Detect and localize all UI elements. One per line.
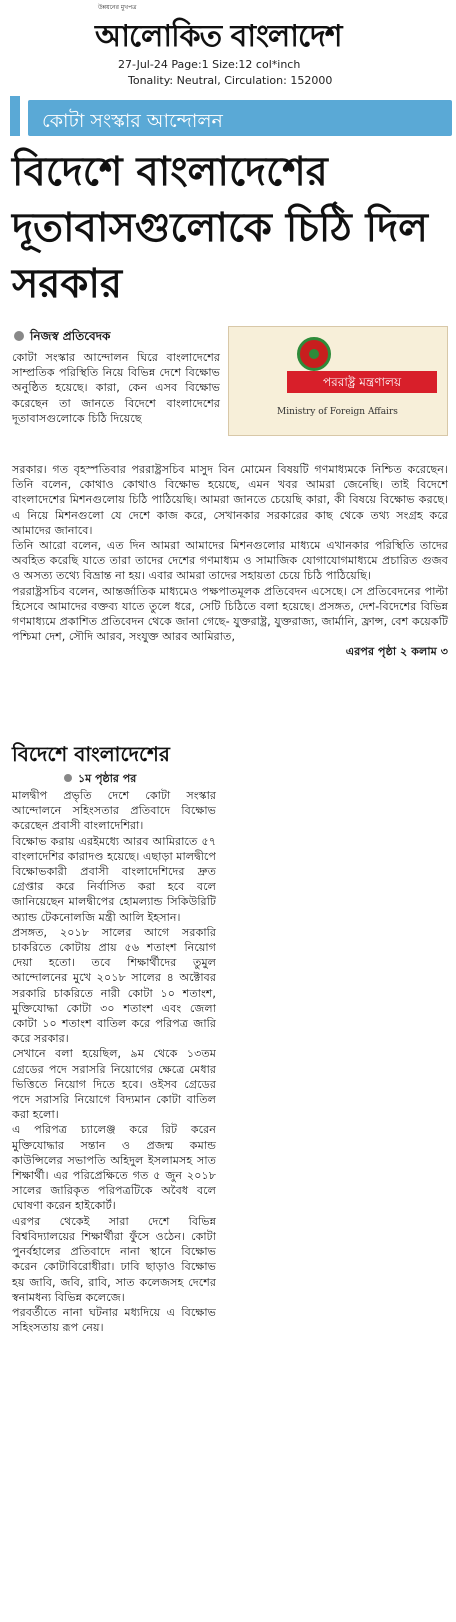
- article-paragraph: পররাষ্ট্রসচিব বলেন, আন্তর্জাতিক মাধ্যমেও পক্ষপাতমূলক প্রতিবেদন এসেছে। সে প্রতিবেদনের পাল্টা হিসেবে আমাদের বক্তব্য যাতে তুলে ধরে, সেটি চিঠিতে বলা হয়েছে। প্রসঙ্গত, দেশ-বিদেশের বিভিন্ন গণমাধ্যমে প্রকাশিত প্রতিবেদন থেকে জানা গেছে- যুক্তরাষ্ট্র, যুক্তরাজ্য, জার্মানি, ফ্রান্স, বেশ কয়েকটি পশ্চিমা দেশ, সৌদি আরব, সংযুক্ত আরব আমিরাত,: [12, 584, 448, 644]
- government-emblem-icon: [297, 337, 331, 371]
- masthead: [0, 0, 456, 100]
- article-paragraph: তিনি আরো বলেন, এত দিন আমরা আমাদের মিশনগুলোর মাধ্যমে এখানকার পরিস্থিতি তাদের অবহিত করেছি যাতে তারা তাদের দেশের গণমাধ্যম ও সামাজিক যোগাযোগমাধ্যমে প্রচারিত গুজব ও অসত্য তথ্যে বিভ্রান্ত না হয়। এবার আমরা তাদের সহায়তা চেয়ে চিঠি পাঠিয়েছি।: [12, 539, 448, 583]
- photo-banner: পররাষ্ট্র মন্ত্রণালয়: [287, 371, 437, 393]
- byline-text: নিজস্ব প্রতিবেদক: [30, 329, 111, 343]
- continuation-paragraph: পরবর্তীতে নানা ঘটনার মধ্যদিয়ে এ বিক্ষোভ সহিংসতায় রূপ নেয়।: [12, 1305, 216, 1335]
- continuation-paragraph: বিক্ষোভ করায় এরইমধ্যে আরব আমিরাতে ৫৭ বাংলাদেশির কারাদণ্ড হয়েছে। এছাড়া মালদ্বীপে বিক্ষোভকারী প্রবাসী বাংলাদেশিদের দ্রুত গ্রেপ্তার করে নির্বাসিত করা হবে বলে জানিয়েছেন মালদ্বীপের হোমল্যান্ড সিকিউরিটি অ্যান্ড টেকনোলজি মন্ত্রী আলি ইহসান।: [12, 834, 217, 924]
- ministry-photo: [228, 326, 448, 436]
- topic-accent-bar: [10, 96, 20, 136]
- bullet-icon: [64, 774, 72, 782]
- continuation-body: [12, 788, 216, 1335]
- bullet-icon: [14, 331, 24, 341]
- clipping-meta-date: 27-Jul-24 Page:1 Size:12 col*inch: [118, 58, 301, 71]
- continuation-from: [64, 770, 136, 789]
- newspaper-logo: আলোকিত বাংলাদেশ: [95, 19, 342, 54]
- byline: [14, 328, 110, 348]
- continuation-paragraph: এরপর থেকেই সারা দেশে বিভিন্ন বিশ্ববিদ্যালয়ের শিক্ষার্থীরা ফুঁসে ওঠেন। কোটা পুনর্বহালের প্রতিবাদে নানা স্থানে বিক্ষোভ করেন কোটাবিরোধীরা। ঢাবি ছাড়াও বিক্ষোভ হয় জাবি, জবি, রাবি, সাত কলেজসহ দেশের স্বনামধন্য বিভিন্ন কলেজে।: [12, 1214, 216, 1304]
- lead-paragraph: কোটা সংস্কার আন্দোলন ঘিরে বাংলাদেশের সাম্প্রতিক পরিস্থিতি নিয়ে বিভিন্ন দেশে বিক্ষোভ অনুষ্ঠিত হয়েছে। কারা, কেন এসব বিক্ষোভ করেছেন তা জানতে বিদেশে বাংলাদেশের দূতাবাসগুলোকে চিঠি দিয়েছে: [12, 351, 220, 425]
- continuation-title: বিদেশে বাংলাদেশের: [12, 742, 170, 766]
- article-paragraph: সরকার। গত বৃহস্পতিবার পররাষ্ট্রসচিব মাসুদ বিন মোমেন বিষয়টি গণমাধ্যমকে নিশ্চিত করেছেন। তিনি বলেন, কোথাও কোথাও বিক্ষোভ হয়েছে, এমন খবর আমরা জেনেছি। তাই বিদেশে বাংলাদেশের মিশনগুলোয় চিঠি পাঠিয়েছি। আমরা জানতে চেয়েছি কারা, কী বিষয়ে বিক্ষোভ করছে। এ নিয়ে মিশনগুলো যে দেশে কাজ করে, সেখানকার সরকারের কাছ থেকে তথ্য সংগ্রহ করে আমাদের জানাবে।: [12, 463, 448, 537]
- continuation-paragraph: প্রসঙ্গত, ২০১৮ সালের আগে সরকারি চাকরিতে কোটায় প্রায় ৫৬ শতাংশ নিয়োগ দেয়া হতো। তবে শিক্ষার্থীদের তুমুল আন্দোলনের মুখে ২০১৮ সালের ৪ অক্টোবর সরকারি চাকরিতে নারী কোটা ১০ শতাংশ, মুক্তিযোদ্ধা কোটা ৩০ শতাংশ এবং জেলা কোটা ১০ শতাংশ বাতিল করে পরিপত্র জারি করে সরকার।: [12, 925, 216, 1046]
- article-body: [12, 462, 448, 660]
- clipping-meta-tonality: Tonality: Neutral, Circulation: 152000: [128, 74, 333, 87]
- photo-caption: Ministry of Foreign Affairs: [277, 407, 398, 417]
- topic-bar: [28, 100, 452, 136]
- headline: বিদেশে বাংলাদেশের দূতাবাসগুলোকে চিঠি দিল সরকার: [12, 149, 428, 307]
- continuation-paragraph: এ পরিপত্র চ্যালেঞ্জ করে রিট করেন মুক্তিযোদ্ধার সন্তান ও প্রজন্ম কমান্ড কাউন্সিলের সভাপতি অহিদুল ইসলামসহ সাত শিক্ষার্থী। এর পরিপ্রেক্ষিতে গত ৫ জুন ২০১৮ সালের জারিকৃত পরিপত্রটিকে অবৈধ বলে ঘোষণা করেন হাইকোর্ট।: [12, 1123, 216, 1213]
- masthead-tagline: উন্নয়নের মুখপত্র: [98, 4, 137, 11]
- continuation-paragraph: সেখানে বলা হয়েছিল, ৯ম থেকে ১৩তম গ্রেডের পদে সরাসরি নিয়োগের ক্ষেত্রে মেধার ভিত্তিতে নিয়োগ দিতে হবে। ওইসব গ্রেডের পদে সরাসরি নিয়োগে বিদ্যমান কোটা বাতিল করা হলো।: [12, 1047, 216, 1122]
- continuation-paragraph: মালদ্বীপ প্রভৃতি দেশে কোটা সংস্কার আন্দোলনে সহিংসতার প্রতিবাদে বিক্ষোভ করেছেন প্রবাসী বাংলাদেশিরা।: [12, 789, 216, 833]
- continuation-from-text: ১ম পৃষ্ঠার পর: [78, 772, 137, 785]
- topic-label: কোটা সংস্কার আন্দোলন: [42, 110, 223, 132]
- jump-to-page: এরপর পৃষ্ঠা ২ কলাম ৩: [345, 645, 448, 659]
